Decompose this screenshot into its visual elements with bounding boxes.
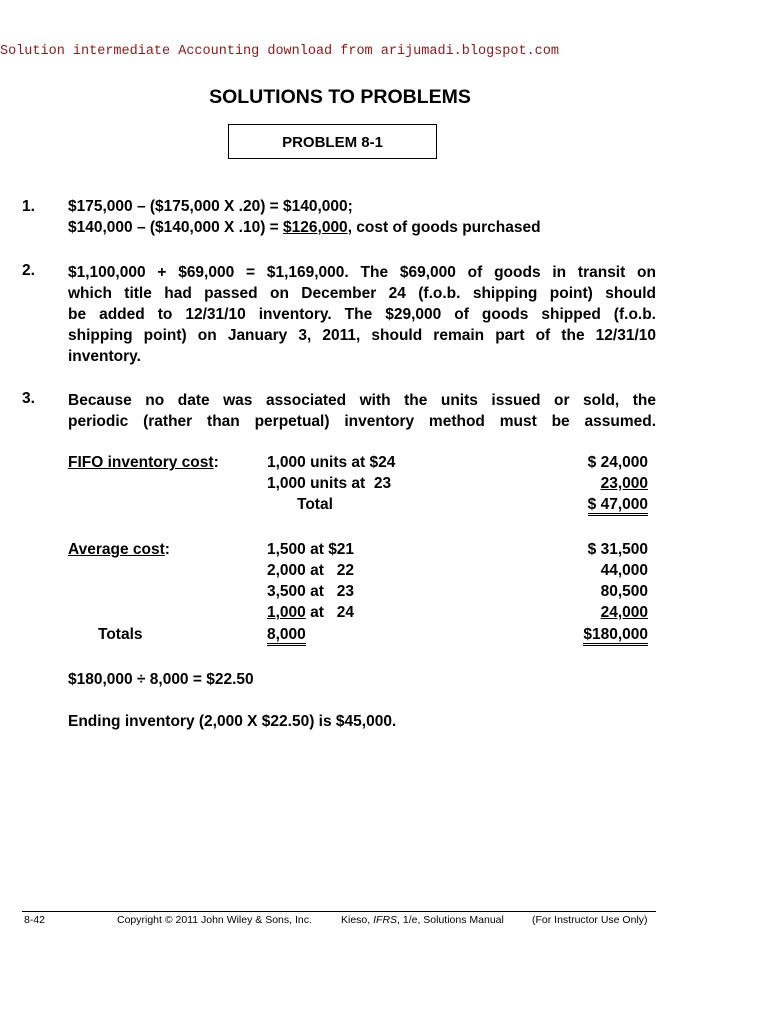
fifo-total-amount-value: $ 47,000 [588,496,648,516]
footer-book-post: , 1/e, Solutions Manual [397,914,504,926]
average-row-price: at 24 [305,604,355,621]
average-row [267,583,354,601]
footer-copyright: Copyright © 2011 John Wiley & Sons, Inc. [117,914,312,926]
fifo-total-label: Total [297,496,333,513]
item-3-paragraph [68,390,656,432]
item-1-line-1: $175,000 – ($175,000 X .20) = $140,000; [68,198,353,215]
average-row-amount-value: 24,000 [600,604,648,621]
problem-label-box [228,124,437,159]
average-row-amount [520,604,648,622]
source-banner: Solution intermediate Accounting download from arijumadi.blogspot.com [0,44,559,59]
fifo-row-amount: $ 24,000 [587,454,648,471]
average-row [267,541,354,559]
fifo-row-amount-value: 23,000 [600,475,648,492]
item-2-line: shipping point) on January 3, 2011, should remain part of the 12/31/10 [68,327,656,344]
ending-inventory-line: Ending inventory (2,000 X $22.50) is $45,000. [68,713,397,730]
average-totals-label: Totals [98,626,143,643]
item-2-line: inventory. [68,348,141,365]
fifo-total-amount [520,496,648,514]
problem-label: PROBLEM 8-1 [282,134,383,151]
fifo-row-amount [520,475,648,493]
item-3-line: periodic (rather than perpetual) inventory method must be assumed. [68,413,656,430]
footer-book-italic: IFRS [373,914,398,926]
average-totals-amount-value: $180,000 [583,626,648,646]
item-1-number: 1. [22,198,35,215]
footer-page-number: 8-42 [24,914,46,926]
item-1-line-2-pre: $140,000 – ($140,000 X .10) = [68,219,284,236]
item-2-line: be added to 12/31/10 inventory. The $29,000 of goods shipped (f.o.b. [68,306,656,323]
average-row [267,562,354,580]
average-row-units: 1,500 [267,541,306,558]
footer-note: (For Instructor Use Only) [532,914,648,926]
average-totals-units [267,626,306,644]
item-2-number: 2. [22,262,35,279]
average-row-units: 3,500 [267,583,306,600]
average-totals-units-value: 8,000 [267,626,306,646]
average-row-price: at 22 [305,562,355,579]
item-1-line-2-post: , cost of goods purchased [347,219,541,236]
fifo-row-desc: 1,000 units at $24 [267,454,396,471]
item-3-line: Because no date was associated with the units issued or sold, the [68,392,656,409]
footer-book [341,914,504,926]
average-unit-cost-calc: $180,000 ÷ 8,000 = $22.50 [68,671,254,688]
fifo-heading [68,454,219,472]
item-2-paragraph [68,262,656,367]
average-colon: : [164,541,170,558]
average-totals-amount [520,626,648,644]
item-3-number: 3. [22,390,35,407]
footer-rule [22,911,656,912]
average-row-amount: $ 31,500 [587,541,648,558]
average-label: Average cost [68,541,165,558]
average-row-price: at $21 [305,541,355,558]
fifo-colon: : [213,454,219,471]
average-row-units: 1,000 [267,604,306,621]
fifo-row-desc: 1,000 units at 23 [267,475,392,492]
average-row-amount: 44,000 [600,562,648,579]
footer-book-pre: Kieso, [341,914,374,926]
item-2-line: $1,100,000 + $69,000 = $1,169,000. The $69,000 of goods in transit on [68,264,656,281]
average-row [267,604,354,622]
page-title: SOLUTIONS TO PROBLEMS [209,86,471,108]
fifo-label: FIFO inventory cost [68,454,214,471]
average-row-price: at 23 [305,583,355,600]
item-1-line-2 [68,219,541,237]
item-1-amount: $126,000 [283,219,348,236]
average-row-units: 2,000 [267,562,306,579]
average-row-amount: 80,500 [600,583,648,600]
average-heading [68,541,170,559]
item-2-line: which title had passed on December 24 (f.o.b. shipping point) should [68,285,656,302]
